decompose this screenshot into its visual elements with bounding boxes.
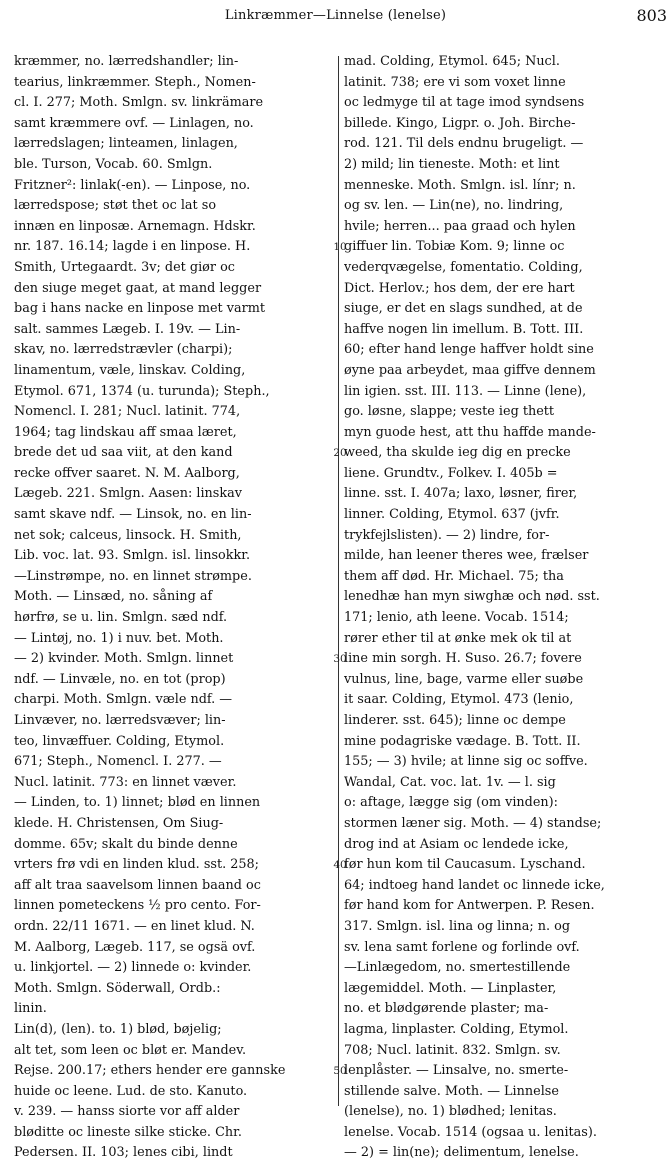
right-column-line: lægemiddel. Moth. — Linplaster, bbox=[344, 980, 557, 996]
left-column-line: bag i hans nacke en linpose met varmt bbox=[14, 301, 266, 317]
right-column-line: — 2) = lin(ne); delimentum, lenelse. bbox=[344, 1145, 579, 1161]
right-column-line: 64; indtoeg hand landet oc linnede icke, bbox=[344, 877, 605, 893]
right-column-line: lenelse. Vocab. 1514 (ogsaa u. lenitas). bbox=[344, 1124, 597, 1140]
right-column-line: it saar. Colding, Etymol. 473 (lenio, bbox=[344, 692, 574, 708]
left-column-line: Linvæver, no. lærredsvæver; lin- bbox=[14, 713, 226, 728]
left-column-line: Smith, Urtegaardt. 3v; det giør oc bbox=[14, 259, 235, 275]
line-number: 10 bbox=[333, 241, 347, 254]
right-column-line: lenplåster. — Linsalve, no. smerte- bbox=[344, 1063, 569, 1079]
left-column-line: recke offver saaret. N. M. Aalborg, bbox=[14, 465, 240, 481]
left-column-line: Rejse. 200.17; ethers hender ere gannske bbox=[14, 1063, 286, 1079]
right-column-line: —Linlægedom, no. smertestillende bbox=[344, 960, 571, 976]
right-column-line: oc ledmyge til at tage imod syndsens bbox=[344, 95, 585, 111]
right-column-line: liene. Grundtv., Folkev. I. 405b = bbox=[344, 465, 558, 481]
right-column-line: mad. Colding, Etymol. 645; Nucl. bbox=[344, 54, 560, 69]
left-column-line: Lægeb. 221. Smlgn. Aasen: linskav bbox=[14, 486, 242, 502]
right-column-line: rører ether til at ønke mek ok til at bbox=[344, 630, 572, 646]
right-column-line: lagma, linplaster. Colding, Etymol. bbox=[344, 1021, 569, 1037]
left-column-line: vrters frø vdi en linden klud. sst. 258; bbox=[14, 857, 259, 873]
left-column-line: innæn en linposæ. Arnemagn. Hdskr. bbox=[14, 218, 256, 234]
right-column-line: øyne paa arbeydet, maa giffve dennem bbox=[344, 362, 596, 378]
left-column-line: salt. sammes Lægeb. I. 19v. — Lin- bbox=[14, 321, 241, 337]
left-column-line: brede det ud saa viit, at den kand bbox=[14, 445, 233, 461]
right-column-line: no. et blødgørende plaster; ma- bbox=[344, 1001, 549, 1017]
right-column-line: stillende salve. Moth. — Linnelse bbox=[344, 1083, 559, 1099]
left-column-line: Lib. voc. lat. 93. Smlgn. isl. linsokkr. bbox=[14, 548, 251, 564]
left-column-line: tearius, linkræmmer. Steph., Nomen- bbox=[14, 74, 256, 90]
right-column-line: 60; efter hand lenge haffver holdt sine bbox=[344, 342, 594, 358]
right-column-line: 2) mild; lin tieneste. Moth: et lint bbox=[344, 156, 560, 172]
right-column-line: 171; lenio, ath leene. Vocab. 1514; bbox=[344, 610, 569, 626]
right-column-line: Wandal, Cat. voc. lat. 1v. — l. sig bbox=[344, 774, 556, 790]
left-column-line: Nucl. latinit. 773: en linnet væver. bbox=[14, 774, 237, 790]
left-column-line: skav, no. lærredstrævler (charpi); bbox=[14, 342, 233, 358]
right-column-line: giffuer lin. Tobiæ Kom. 9; linne oc bbox=[344, 239, 565, 255]
left-column-line: samt kræmmere ovf. — Linlagen, no. bbox=[14, 115, 254, 131]
column-divider bbox=[338, 56, 339, 1106]
left-column-line: teo, linvæffuer. Colding, Etymol. bbox=[14, 733, 225, 749]
left-column-line: — Linden, to. 1) linnet; blød en linnen bbox=[14, 795, 261, 811]
right-column-line: 708; Nucl. latinit. 832. Smlgn. sv. bbox=[344, 1042, 561, 1058]
right-column-line: menneske. Moth. Smlgn. isl. línr; n. bbox=[344, 177, 576, 193]
page-header bbox=[0, 6, 671, 32]
right-column-line: linne. sst. I. 407a; laxo, løsner, firer, bbox=[344, 486, 578, 502]
right-column bbox=[344, 52, 666, 1164]
left-column-line: lærredspose; støt thet oc lat so bbox=[14, 198, 217, 214]
left-column-line: Etymol. 671, 1374 (u. turunda); Steph., bbox=[14, 383, 270, 399]
left-column-line: Nomencl. I. 281; Nucl. latinit. 774, bbox=[14, 404, 241, 420]
left-column-line: u. linkjortel. — 2) linnede o: kvinder. bbox=[14, 960, 252, 976]
right-column-line: vulnus, line, bage, varme eller suøbe bbox=[344, 671, 584, 687]
left-column-line: 1964; tag lindskau aff smaa læret, bbox=[14, 424, 237, 440]
left-column-line: aff alt traa saavelsom linnen baand oc bbox=[14, 877, 261, 893]
right-column-line: billede. Kingo, Ligpr. o. Joh. Birche- bbox=[344, 115, 576, 131]
right-column-line: vederqvægelse, fomentatio. Colding, bbox=[344, 259, 583, 275]
right-column-line: før hand kom for Antwerpen. P. Resen. bbox=[344, 898, 595, 914]
left-column-line: lærredslagen; linteamen, linlagen, bbox=[14, 136, 238, 152]
left-column-line: Pedersen. II. 103; lenes cibi, lindt bbox=[14, 1145, 233, 1161]
left-column-line: ordn. 22/11 1671. — en linet klud. N. bbox=[14, 918, 255, 934]
right-column-line: hvile; herren... paa graad och hylen bbox=[344, 218, 576, 234]
left-column-line: kræmmer, no. lærredshandler; lin- bbox=[14, 54, 239, 69]
right-column-line: linderer. sst. 645); linne oc dempe bbox=[344, 713, 566, 728]
left-column-line: linnen pometeckens ½ pro cento. For- bbox=[14, 898, 261, 914]
left-column-line: Fritzner²: linlak(-en). — Linpose, no. bbox=[14, 177, 251, 193]
left-column-line: net sok; calceus, linsock. H. Smith, bbox=[14, 527, 242, 543]
left-column-line: bløditte oc lineste silke sticke. Chr. bbox=[14, 1124, 242, 1140]
left-column-line: — 2) kvinder. Moth. Smlgn. linnet bbox=[14, 651, 234, 667]
right-column-line: latinit. 738; ere vi som voxet linne bbox=[344, 74, 566, 90]
right-column-line: line min sorgh. H. Suso. 26.7; fovere bbox=[344, 651, 582, 667]
right-column-line: mine podagriske vædage. B. Tott. II. bbox=[344, 733, 581, 749]
running-title: Linkræmmer—Linnelse (lenelse) bbox=[224, 8, 447, 23]
right-column-line: rod. 121. Til dels endnu brugeligt. — bbox=[344, 136, 584, 152]
right-column-line: weed, tha skulde ieg dig en precke bbox=[344, 445, 571, 461]
left-column-line: den siuge meget gaat, at mand legger bbox=[14, 280, 262, 296]
left-column-line: alt tet, som leen oc bløt er. Mandev. bbox=[14, 1042, 247, 1058]
right-column-line: lenedhæ han myn siwghæ och nød. sst. bbox=[344, 589, 600, 605]
line-number: 40 bbox=[333, 859, 347, 872]
right-column-line: haffve nogen lin imellum. B. Tott. III. bbox=[344, 321, 584, 337]
left-column-line: hørfrø, se u. lin. Smlgn. sæd ndf. bbox=[14, 610, 228, 626]
line-number: 20 bbox=[333, 447, 347, 460]
left-column-line: cl. I. 277; Moth. Smlgn. sv. linkrämare bbox=[14, 95, 264, 111]
left-column-line: —Linstrømpe, no. en linnet strømpe. bbox=[14, 568, 252, 584]
right-column-line: 317. Smlgn. isl. lina og linna; n. og bbox=[344, 918, 571, 934]
right-column-line: og sv. len. — Lin(ne), no. lindring, bbox=[344, 198, 564, 214]
right-column-line: stormen læner sig. Moth. — 4) standse; bbox=[344, 815, 602, 831]
left-column-line: v. 239. — hanss siorte vor aff alder bbox=[14, 1104, 240, 1120]
line-number: 50 bbox=[333, 1065, 347, 1078]
left-column-line: linin. bbox=[14, 1001, 47, 1017]
left-column-line: linamentum, væle, linskav. Colding, bbox=[14, 362, 246, 378]
left-column-line: ble. Turson, Vocab. 60. Smlgn. bbox=[14, 156, 213, 172]
left-column-line: charpi. Moth. Smlgn. væle ndf. — bbox=[14, 692, 233, 708]
right-column-line: siuge, er det en slags sundhed, at de bbox=[344, 301, 583, 317]
right-column-line: o: aftage, lægge sig (om vinden): bbox=[344, 795, 558, 811]
left-column-line: huide oc leene. Lud. de sto. Kanuto. bbox=[14, 1083, 248, 1099]
left-column-line: nr. 187. 16.14; lagde i en linpose. H. bbox=[14, 239, 251, 255]
left-column-line: — Lintøj, no. 1) i nuv. bet. Moth. bbox=[14, 630, 224, 646]
right-column-line: lin igien. sst. III. 113. — Linne (lene), bbox=[344, 383, 587, 399]
right-column-line: go. løsne, slappe; veste ieg thett bbox=[344, 404, 555, 420]
right-column-line: trykfejlslisten). — 2) lindre, for- bbox=[344, 527, 550, 543]
left-column-line: Lin(d), (len). to. 1) blød, bøjelig; bbox=[14, 1021, 222, 1037]
left-column-line: M. Aalborg, Lægeb. 117, se ogsä ovf. bbox=[14, 939, 256, 955]
line-number: 30 bbox=[333, 653, 347, 666]
left-column-line: Moth. Smlgn. Söderwall, Ordb.: bbox=[14, 980, 221, 996]
left-column-line: ndf. — Linvæle, no. en tot (prop) bbox=[14, 671, 226, 687]
left-column-line: samt skave ndf. — Linsok, no. en lin- bbox=[14, 507, 252, 523]
right-column-line: drog ind at Asiam oc lendede icke, bbox=[344, 836, 569, 852]
right-column-line: milde, han leener theres wee, frælser bbox=[344, 548, 589, 564]
right-column-line: sv. lena samt forlene og forlinde ovf. bbox=[344, 939, 580, 955]
right-column-line: linner. Colding, Etymol. 637 (jvfr. bbox=[344, 507, 560, 523]
left-column-line: domme. 65v; skalt du binde denne bbox=[14, 836, 238, 852]
left-column-line: klede. H. Christensen, Om Siug- bbox=[14, 815, 224, 831]
left-column-line: 671; Steph., Nomencl. I. 277. — bbox=[14, 754, 222, 770]
right-column-line: før hun kom til Caucasum. Lyschand. bbox=[344, 857, 586, 873]
left-column bbox=[14, 52, 336, 1164]
right-column-line: (lenelse), no. 1) blødhed; lenitas. bbox=[344, 1104, 557, 1120]
left-column-line: Moth. — Linsæd, no. såning af bbox=[14, 589, 213, 605]
right-column-line: myn guode hest, att thu haffde mande- bbox=[344, 424, 596, 440]
right-column-line: them aff død. Hr. Michael. 75; tha bbox=[344, 568, 564, 584]
right-column-line: 155; — 3) hvile; at linne sig oc soffve. bbox=[344, 754, 588, 770]
right-column-line: Dict. Herlov.; hos dem, der ere hart bbox=[344, 280, 575, 296]
page-number: 803 bbox=[636, 6, 667, 25]
